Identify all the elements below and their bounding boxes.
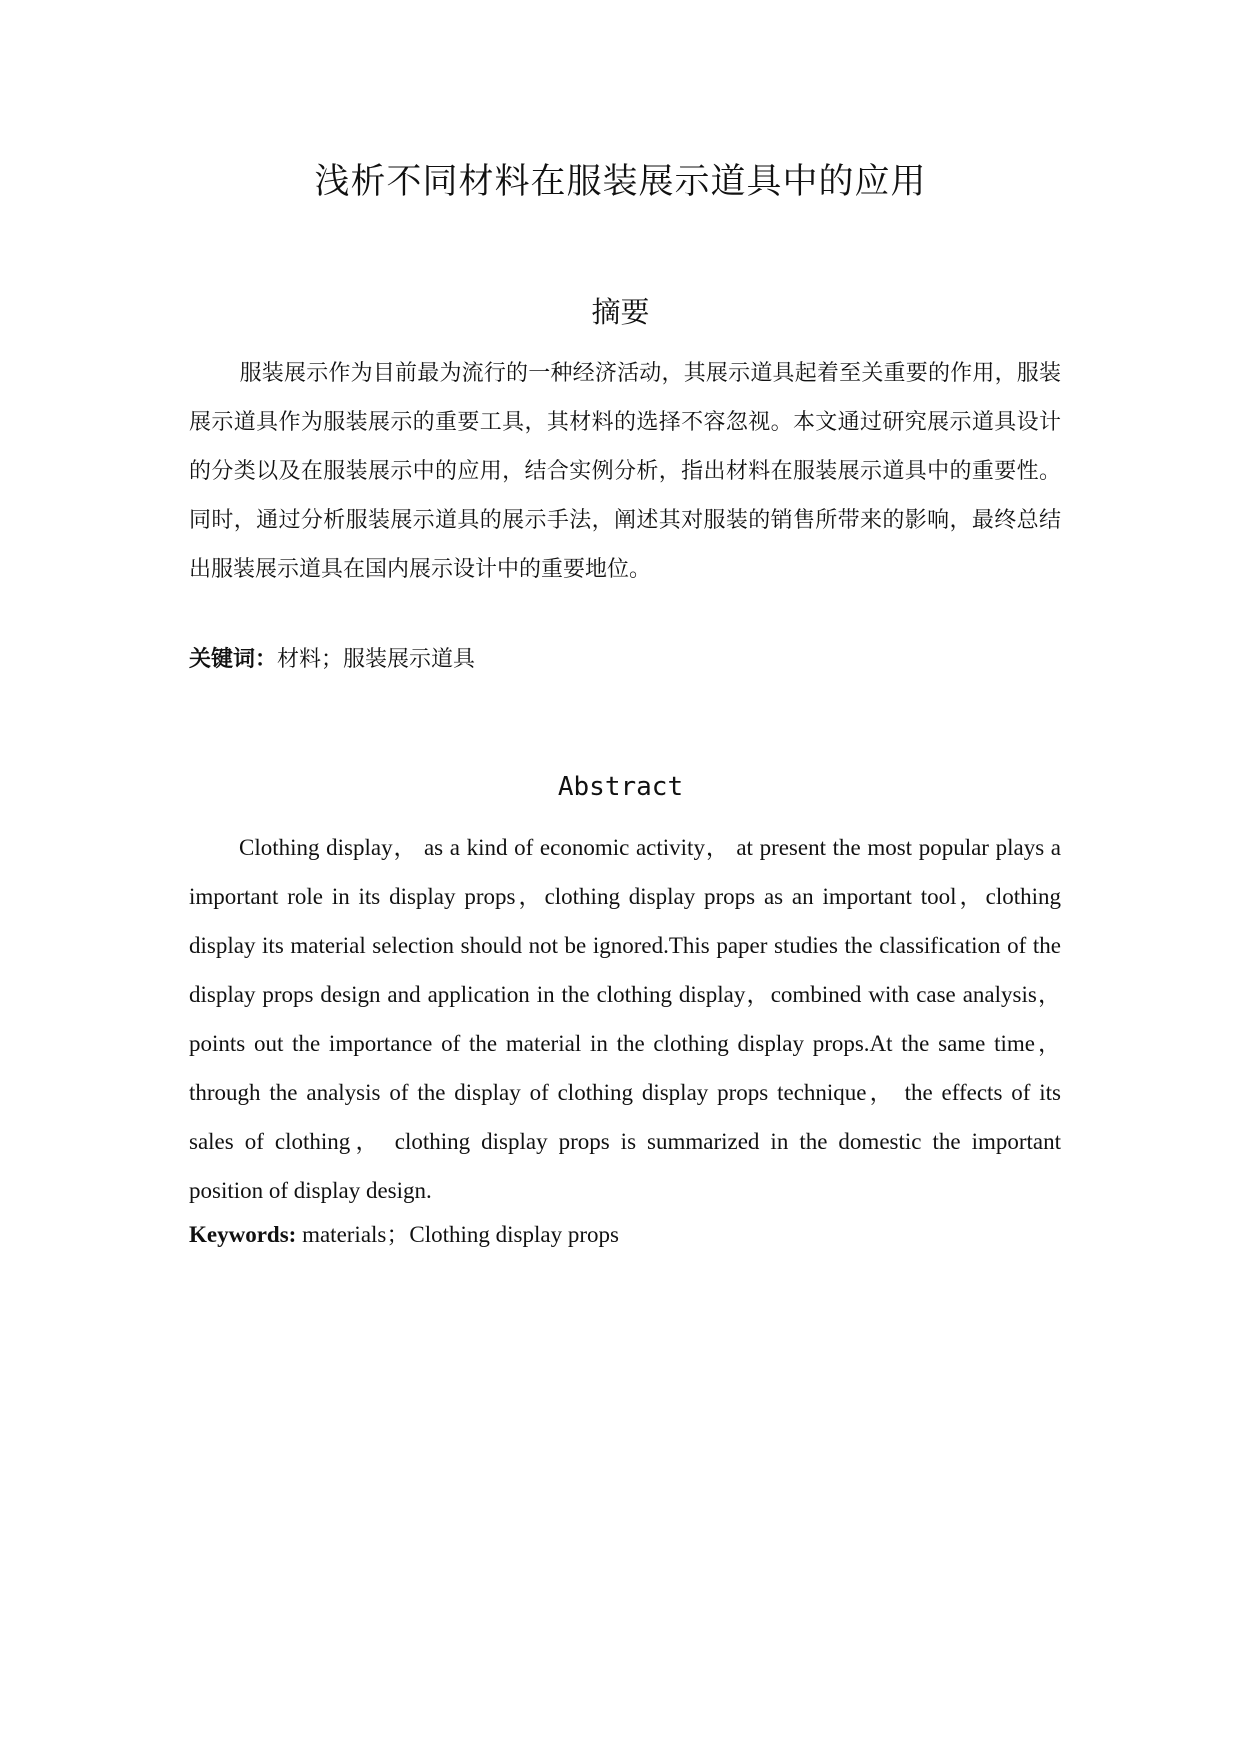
- english-keywords-label: Keywords:: [189, 1222, 297, 1247]
- english-keywords-value: materials；Clothing display props: [302, 1222, 619, 1247]
- english-abstract-body: Clothing display， as a kind of economic activity， at present the most popular plays a important role in its display props，clothing display props as an important tool，clothing display its material selection should not be ignored.This paper studies the classification of the display props design and application in the clothing display，combined with case analysis，points out the importance of the material in the clothing display props.At the same time，through the analysis of the display of clothing display props technique， the effects of its sales of clothing， clothing display props is summarized in the domestic the important position of display design.: [189, 835, 1061, 1203]
- chinese-abstract-body: 服装展示作为目前最为流行的一种经济活动，其展示道具起着至关重要的作用，服装展示道具作为服装展示的重要工具，其材料的选择不容忽视。本文通过研究展示道具设计的分类以及在服装展示中的应用，结合实例分析，指出材料在服装展示道具中的重要性。同时，通过分析服装展示道具的展示手法，阐述其对服装的销售所带来的影响，最终总结出服装展示道具在国内展示设计中的重要地位。: [189, 361, 1061, 582]
- chinese-keywords-value: 材料；服装展示道具: [277, 647, 476, 672]
- chinese-abstract-heading: 摘要: [591, 295, 650, 329]
- chinese-keywords: [189, 643, 1061, 677]
- english-keywords: [189, 1218, 1061, 1252]
- paper-title: 浅析不同材料在服装展示道具中的应用: [314, 162, 927, 202]
- chinese-keywords-label: 关键词：: [189, 647, 278, 672]
- english-abstract-heading: Abstract: [557, 772, 684, 802]
